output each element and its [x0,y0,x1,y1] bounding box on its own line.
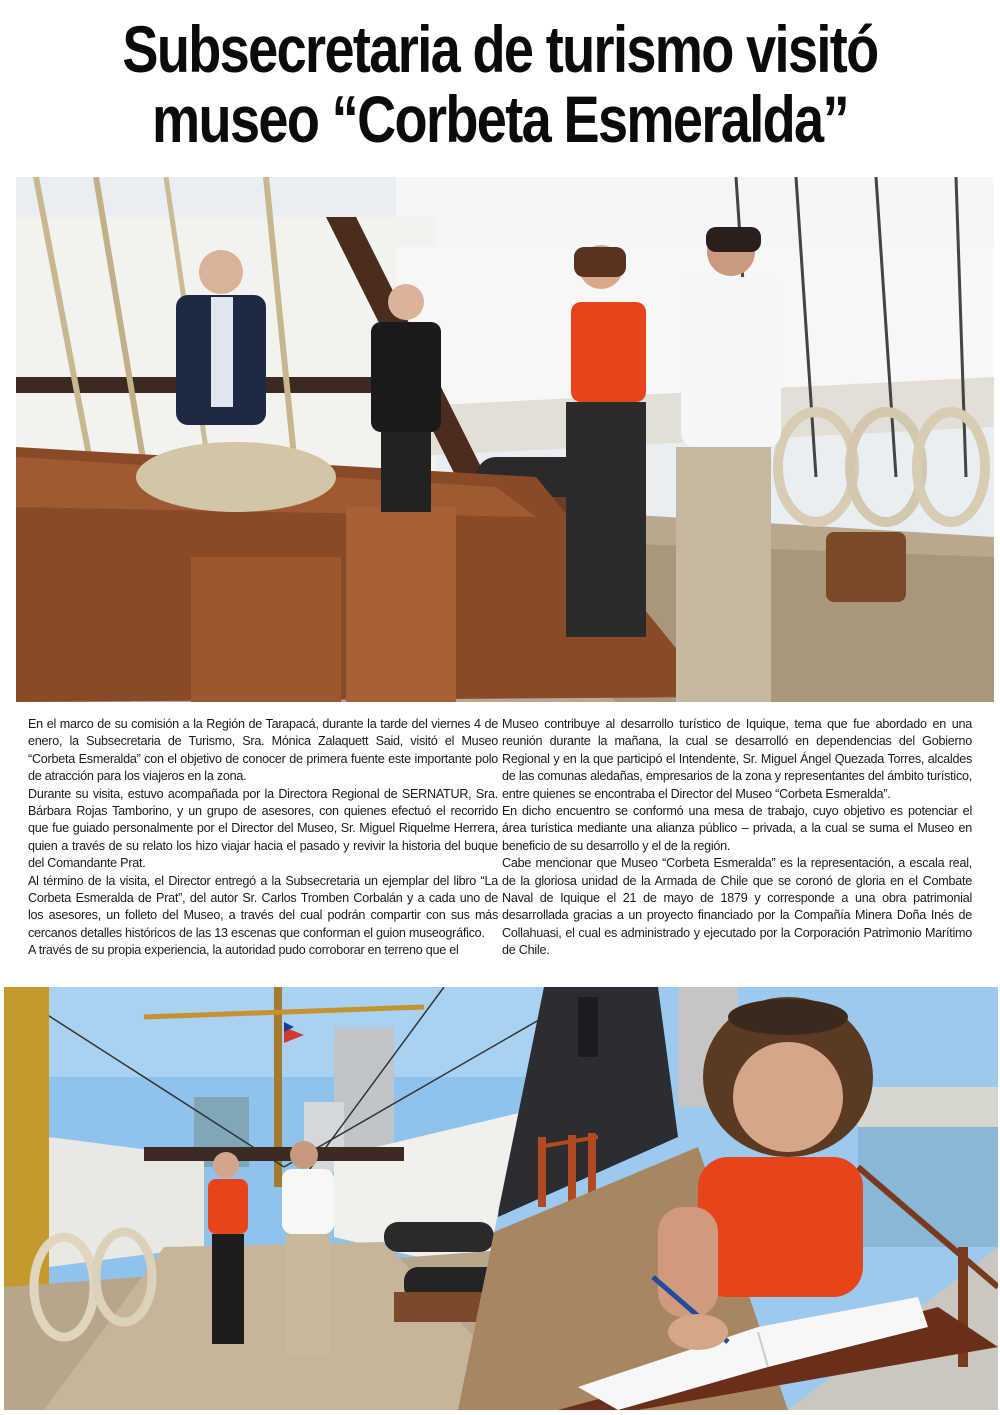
headline [90,14,910,154]
deck-visit-illustration [16,177,994,702]
headline-line-2: museo “Corbeta Esmeralda” [152,82,848,156]
article-right-column [502,716,972,960]
article-paragraph: Museo contribuye al desarrollo turístico de Iquique, tema que fue abordado en una reunión durante la mañana, la cual se desarrolló en dependencias del Gobierno Regional y en la que participó el Intendente, Sr. Miguel Ángel Quezada Torres, alcaldes de las comunas aledañas, empresarios de la zona y representantes del ámbito turístico, entre quienes se encontraba el Director del Museo “Corbeta Esmeralda”. [502,717,972,801]
bottom-right-photo [458,987,998,1410]
article-paragraph: Al término de la visita, el Director entregó a la Subsecretaria un ejemplar del libro “La Corbeta Esmeralda de Prat”, del autor Sr. Carlos Tromben Corbalán y a cada uno de los asesores, un folleto del Museo, a través del cual podrán compartir con sus más cercanos detalles históricos de las 13 escenas que conforman el guion museográfico. [28,873,498,940]
article-paragraph: En el marco de su comisión a la Región de Tarapacá, durante la tarde del viernes 4 de enero, la Subsecretaria de Turismo, Sra. Mónica Zalaquett Said, visitó el Museo “Corbeta Esmeralda” con el objetivo de conocer de primera fuente este importante polo de atracción para los viajeros en la zona. [28,717,498,784]
main-photo [16,177,994,702]
article-body [28,716,972,960]
article-paragraph: Cabe mencionar que Museo “Corbeta Esmeralda” es la representación, a escala real, de la gloriosa unidad de la Armada de Chile que se coronó de gloria en el Combate Naval de Iquique el 21 de mayo de 1879 y corresponde a una obra patrimonial desarrollada gracias a un proyecto financiado por la Compañía Minera Doña Inés de Collahuasi, el cual es administrado y ejecutado por la Corporación Patrimonio Marítimo de Chile. [502,856,972,958]
headline-line-1: Subsecretaria de turismo visitó [122,12,878,86]
article-left-column [28,716,498,960]
article-paragraph: En dicho encuentro se conformó una mesa de trabajo, cuyo objetivo es potenciar el área turística mediante una alianza público – privada, a la cual se suma el Museo en beneficio de su desarrollo y el de la región. [502,804,972,853]
article-paragraph: Durante su visita, estuvo acompañada por la Directora Regional de SERNATUR, Sra. Bárbara Rojas Tamborino, y un grupo de asesores, con quienes efectuó el recorrido que fue guiado personalmente por el Director del Museo, Sr. Miguel Riquelme Herrera, quien a través de su relato los hizo viajar hacia el pasado y revivir la historia del buque del Comandante Prat. [28,786,498,871]
signing-book-illustration [458,987,998,1410]
article-paragraph: A través de su propia experiencia, la autoridad pudo corroborar en terreno que el [28,943,459,958]
